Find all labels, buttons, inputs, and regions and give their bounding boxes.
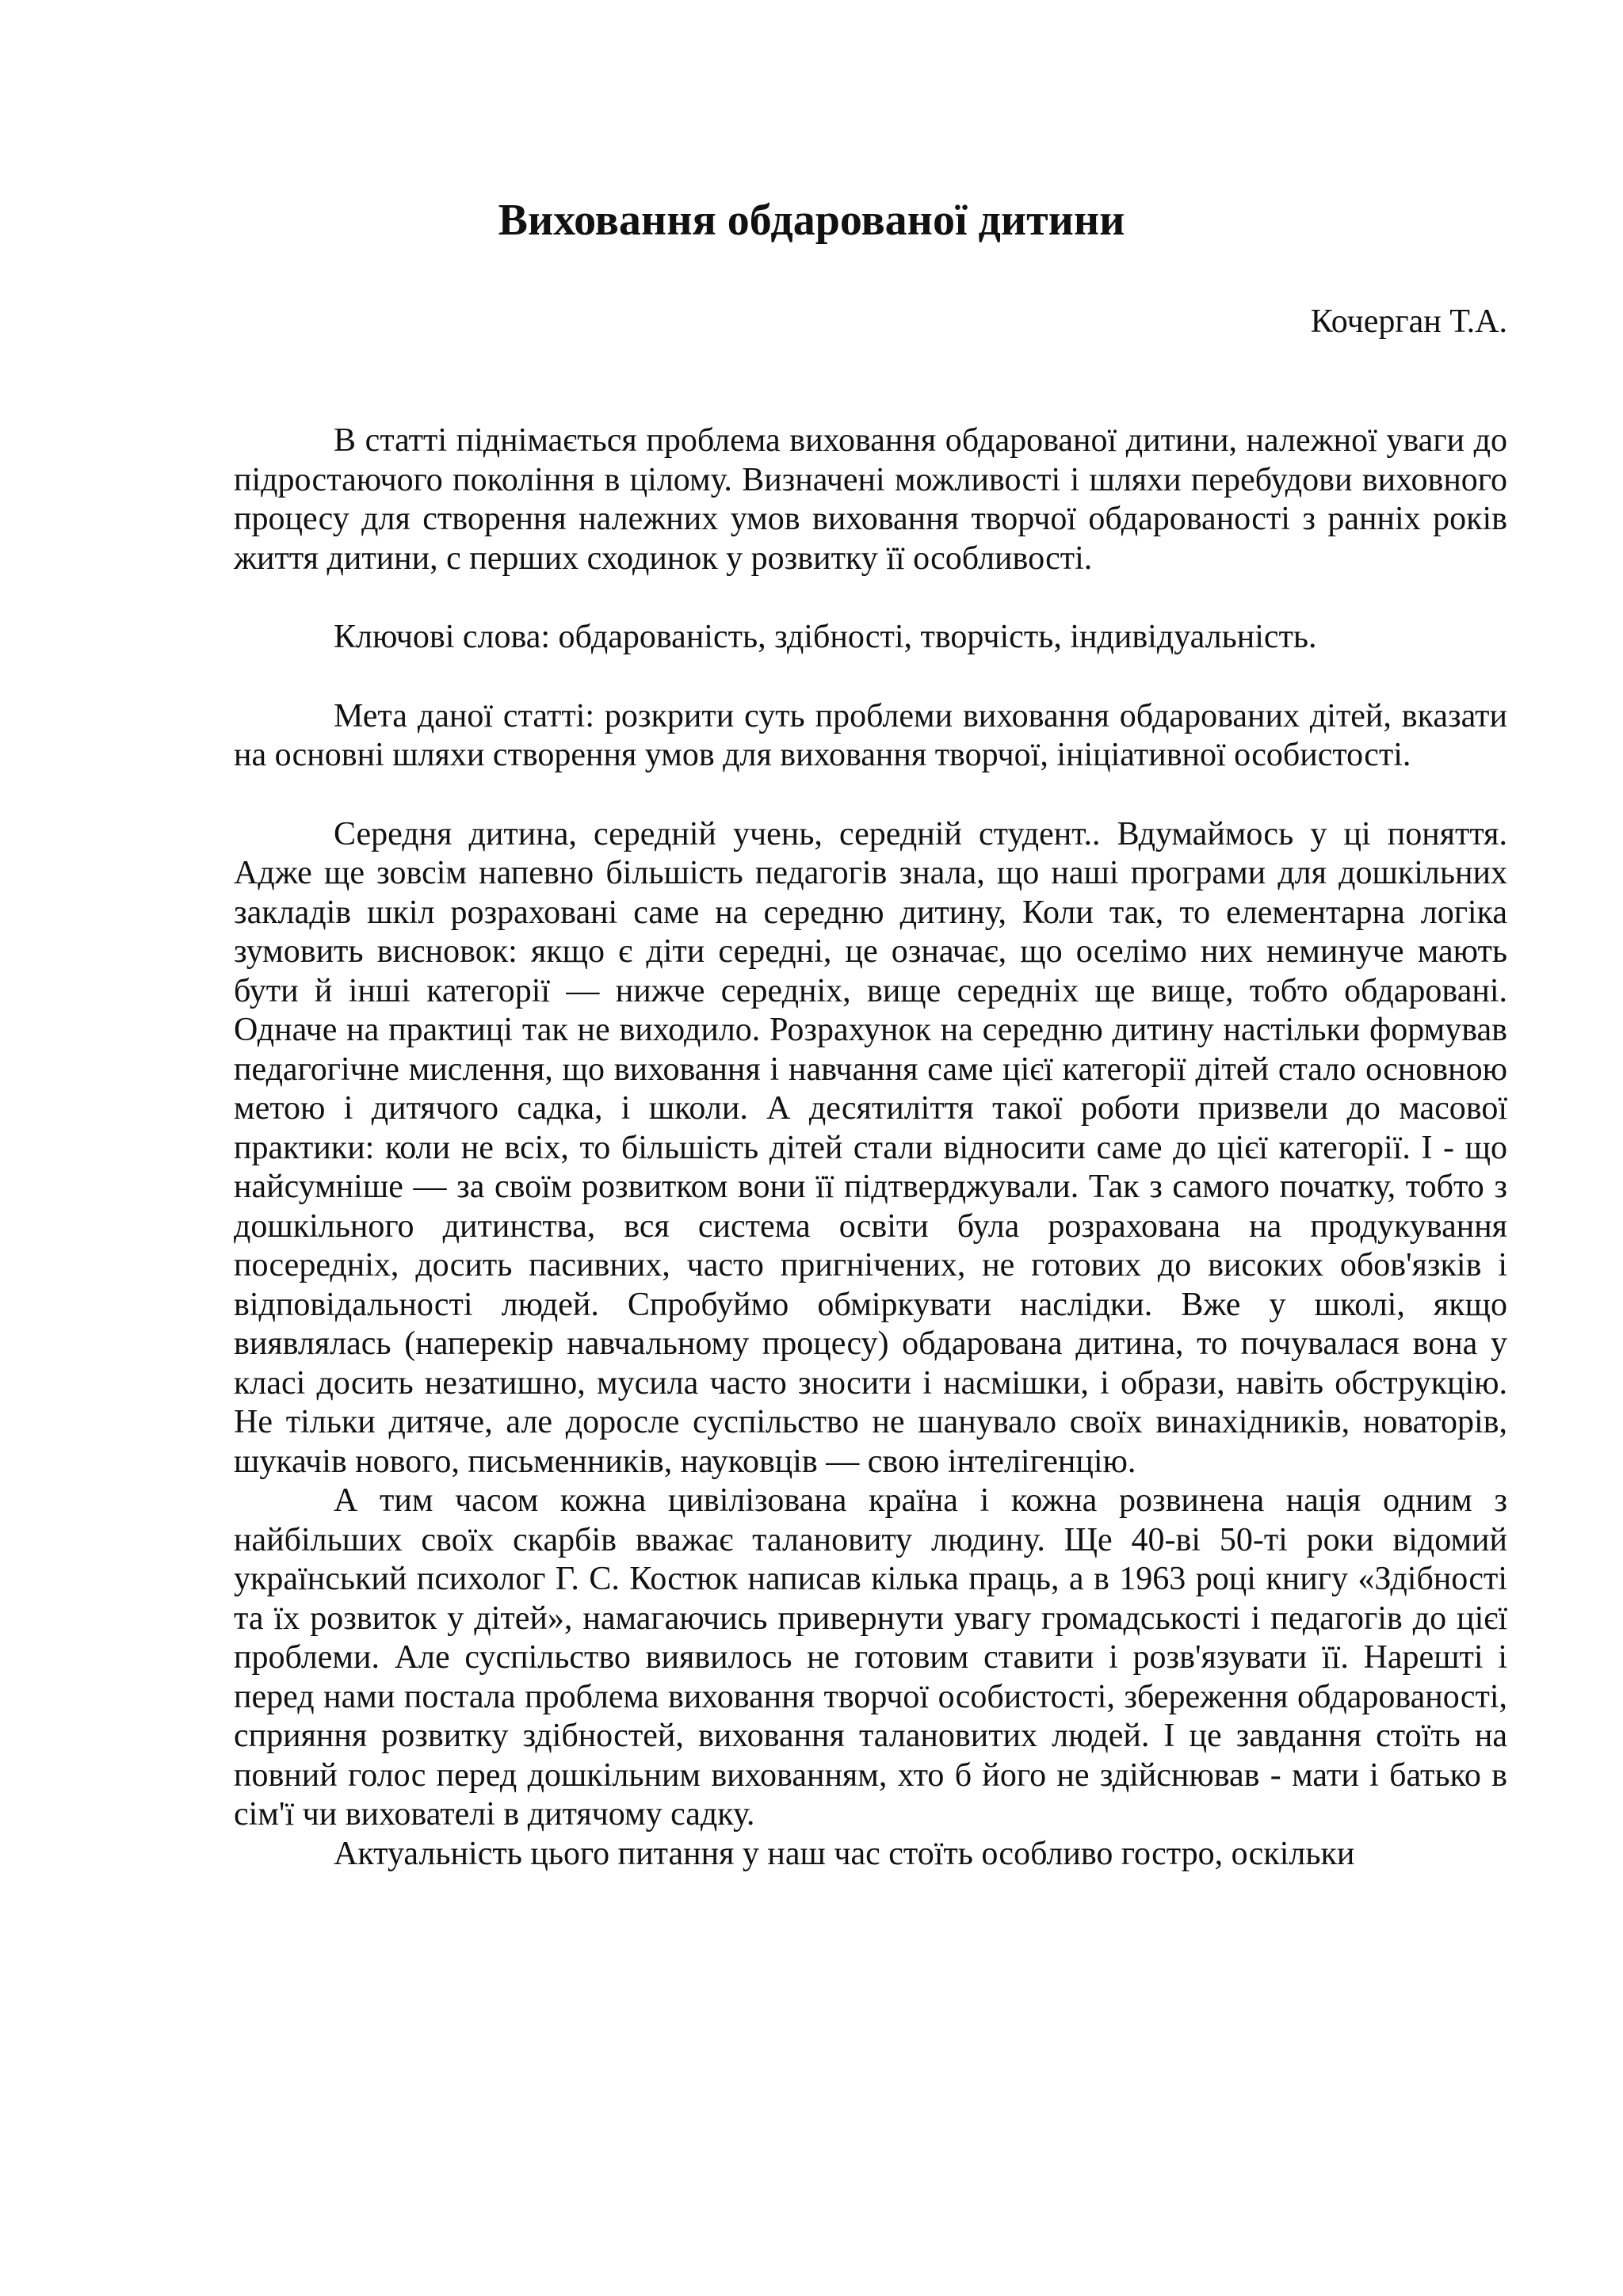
body-paragraph: А тим часом кожна цивілізована країна і кожна розвинена нація одним з найбільших своїх скарбів вважає талановиту людину. Ще 40-ві 50-ті роки відомий український психолог Г. С. Костюк написав кілька праць, а в 1963 році книгу «Здібності та їх розвиток у дітей», намагаючись привернути увагу громадськості і педагогів до цієї проблеми. Але суспільство виявилось не готовим ставити і розв'язувати її. Нарешті і перед нами постала проблема виховання творчої особистості, збереження обдарованості, сприяння розвитку здібностей, виховання талановитих людей. І це завдання стоїть на повний голос перед дошкільним вихованням, хто б його не здійснював - мати і батько в сім'ї чи вихователі в дитячому садку. [234, 1482, 1507, 1833]
author-name: Кочерган Т.А. [1310, 303, 1507, 340]
page-title: Виховання обдарованої дитини [498, 196, 1125, 245]
body-paragraph: Актуальність цього питання у наш час стоїть особливо гостро, оскільки [334, 1835, 1355, 1872]
keywords-paragraph: Ключові слова: обдарованість, здібності, творчість, індивідуальність. [334, 619, 1317, 655]
article-body [234, 421, 1507, 1874]
aim-paragraph: Мета даної статті: розкрити суть проблеми виховання обдарованих дітей, вказати на основні шляхи створення умов для виховання творчої, ініціативної особистості. [234, 697, 1507, 773]
abstract-paragraph: В статті піднімається проблема виховання обдарованої дитини, належної уваги до підростаючого покоління в цілому. Визначені можливості і шляхи перебудови виховного процесу для створення належних умов виховання творчої обдарованості з ранніх років життя дитини, с перших сходинок у розвитку її особливості. [234, 422, 1507, 577]
body-paragraph: Середня дитина, середній учень, середній студент.. Вдумаймось у ці поняття. Адже ще зовсім напевно більшість педагогів знала, що наші програми для дошкільних закладів шкіл розраховані саме на середню дитину, Коли так, то елементарна логіка зумовить висновок: якщо є діти середні, це означає, що оселімо них неминуче мають бути й інші категорії — нижче середніх, вище середніх ще вище, тобто обдаровані. Одначе на практиці так не виходило. Розрахунок на середню дитину настільки формував педагогічне мислення, що виховання і навчання саме цієї категорії дітей стало основною метою і дитячого садка, і школи. А десятиліття такої роботи призвели до масової практики: коли не всіх, то більшість дітей стали відносити саме до цієї категорії. І - що найсумніше — за своїм розвитком вони її підтверджували. Так з самого початку, тобто з дошкільного дитинства, вся система освіти була розрахована на продукування посередніх, досить пасивних, часто пригнічених, не готових до високих обов'язків і відповідальності людей. Спробуймо обміркувати наслідки. Вже у школі, якщо виявлялась (наперекір навчальному процесу) обдарована дитина, то почувалася вона у класі досить незатишно, мусила часто зносити і насмішки, і образи, навіть обструкцію. Не тільки дитяче, але доросле суспільство не шанувало своїх винахідників, новаторів, шукачів нового, письменників, науковців — свою інтелігенцію. [234, 815, 1507, 1480]
